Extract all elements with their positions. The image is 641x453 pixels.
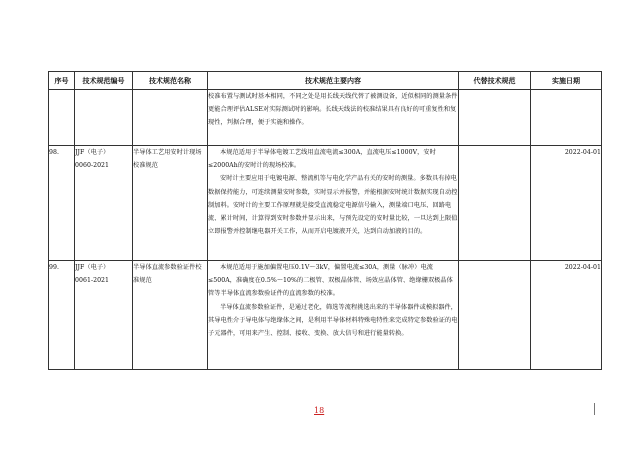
row-name: 半导体直流参数验证件校准规范 — [133, 261, 208, 370]
row-name: 半导体工艺用安时计现场校准规范 — [133, 146, 208, 261]
row-replaced — [459, 146, 531, 261]
table-row — [49, 261, 602, 370]
header-content: 技术规范主要内容 — [208, 72, 459, 90]
row-replaced — [459, 261, 531, 370]
header-code: 技术规范编号 — [75, 72, 133, 90]
header-replaced: 代替技术规范 — [459, 72, 531, 90]
row-date: 2022-04-01 — [531, 261, 602, 370]
row-content — [208, 146, 459, 261]
row-code — [75, 90, 133, 146]
table-row — [49, 146, 602, 261]
row-name — [133, 90, 208, 146]
row-code — [75, 261, 133, 370]
row-code-number: 0060-2021 — [75, 162, 110, 170]
row-code-prefix: JJF（电子） — [75, 149, 110, 156]
row-date — [531, 90, 602, 146]
content-paragraph: 安时计主要应用于电镀电源、整流机等与电化学产品有关的安时的测量。多数具有掉电数据保持能力，可连续测量安时参数，实时显示并报警，并能根据安时统计数据实现自动控制加料。安时计的主要工作原理就是接受直流稳定电源信号输入，测量端口电压、回路电流、累计时间，计算得到安时参数并显示出来，与预先设定的安时量比较，一旦达到上限值立即报警并控制继电器开关工作，从而开启电镀液开关，达到自动加液的目的。 — [208, 175, 458, 236]
row-content — [208, 90, 459, 146]
row-code-number: 0061-2021 — [75, 277, 110, 285]
standards-table — [48, 71, 602, 370]
row-replaced — [459, 90, 531, 146]
content-paragraph: 本规范适用于半导体电镀工艺线用直流电流≤300A，直流电压≤1000V，安时≤2000Ah的安时计的现场校准。 — [208, 149, 436, 170]
row-no: 98. — [49, 146, 75, 261]
page-number: 18 — [314, 406, 325, 415]
margin-mark — [594, 403, 595, 415]
content-paragraph: 半导体直流参数验证件，是通过老化，筛选等流程挑选出来的半导体器件或模拟器件，其导电性介于导电体与绝缘体之间，是利用半导体材料特殊电特性来完成特定参数验证的电子元器件，可用来产生、控制、接收、变换、放大信号和进行能量转换。 — [208, 303, 458, 338]
content-paragraph: 本规范适用于施加偏置电压0.1V～3kV，偏置电流≤30A，测量（脉冲）电流≤500A，准确度在0.5%～10%的二极管、双极晶体管、场效应晶体管、绝缘栅双极晶体管等半导体直流参数验证件的直流参数的校准。 — [208, 264, 453, 298]
header-no: 序号 — [49, 72, 75, 90]
table-row — [49, 90, 602, 146]
row-no: 99. — [49, 261, 75, 370]
row-content — [208, 261, 459, 370]
row-code — [75, 146, 133, 261]
header-date: 实施日期 — [531, 72, 602, 90]
header-name: 技术规范名称 — [133, 72, 208, 90]
row-no — [49, 90, 75, 146]
content-paragraph: 校准布置与测试时基本相同，不同之处是用长线天线代替了被测设备，近似相同的测量条件更能合理评估ALSE对实际测试时的影响。长线天线法的校准结果具有良好的可重复性和复现性，判据合理，便于实施和操作。 — [208, 93, 458, 127]
table-header-row — [49, 72, 602, 90]
row-date: 2022-04-01 — [531, 146, 602, 261]
row-code-prefix: JJF（电子） — [75, 264, 110, 271]
